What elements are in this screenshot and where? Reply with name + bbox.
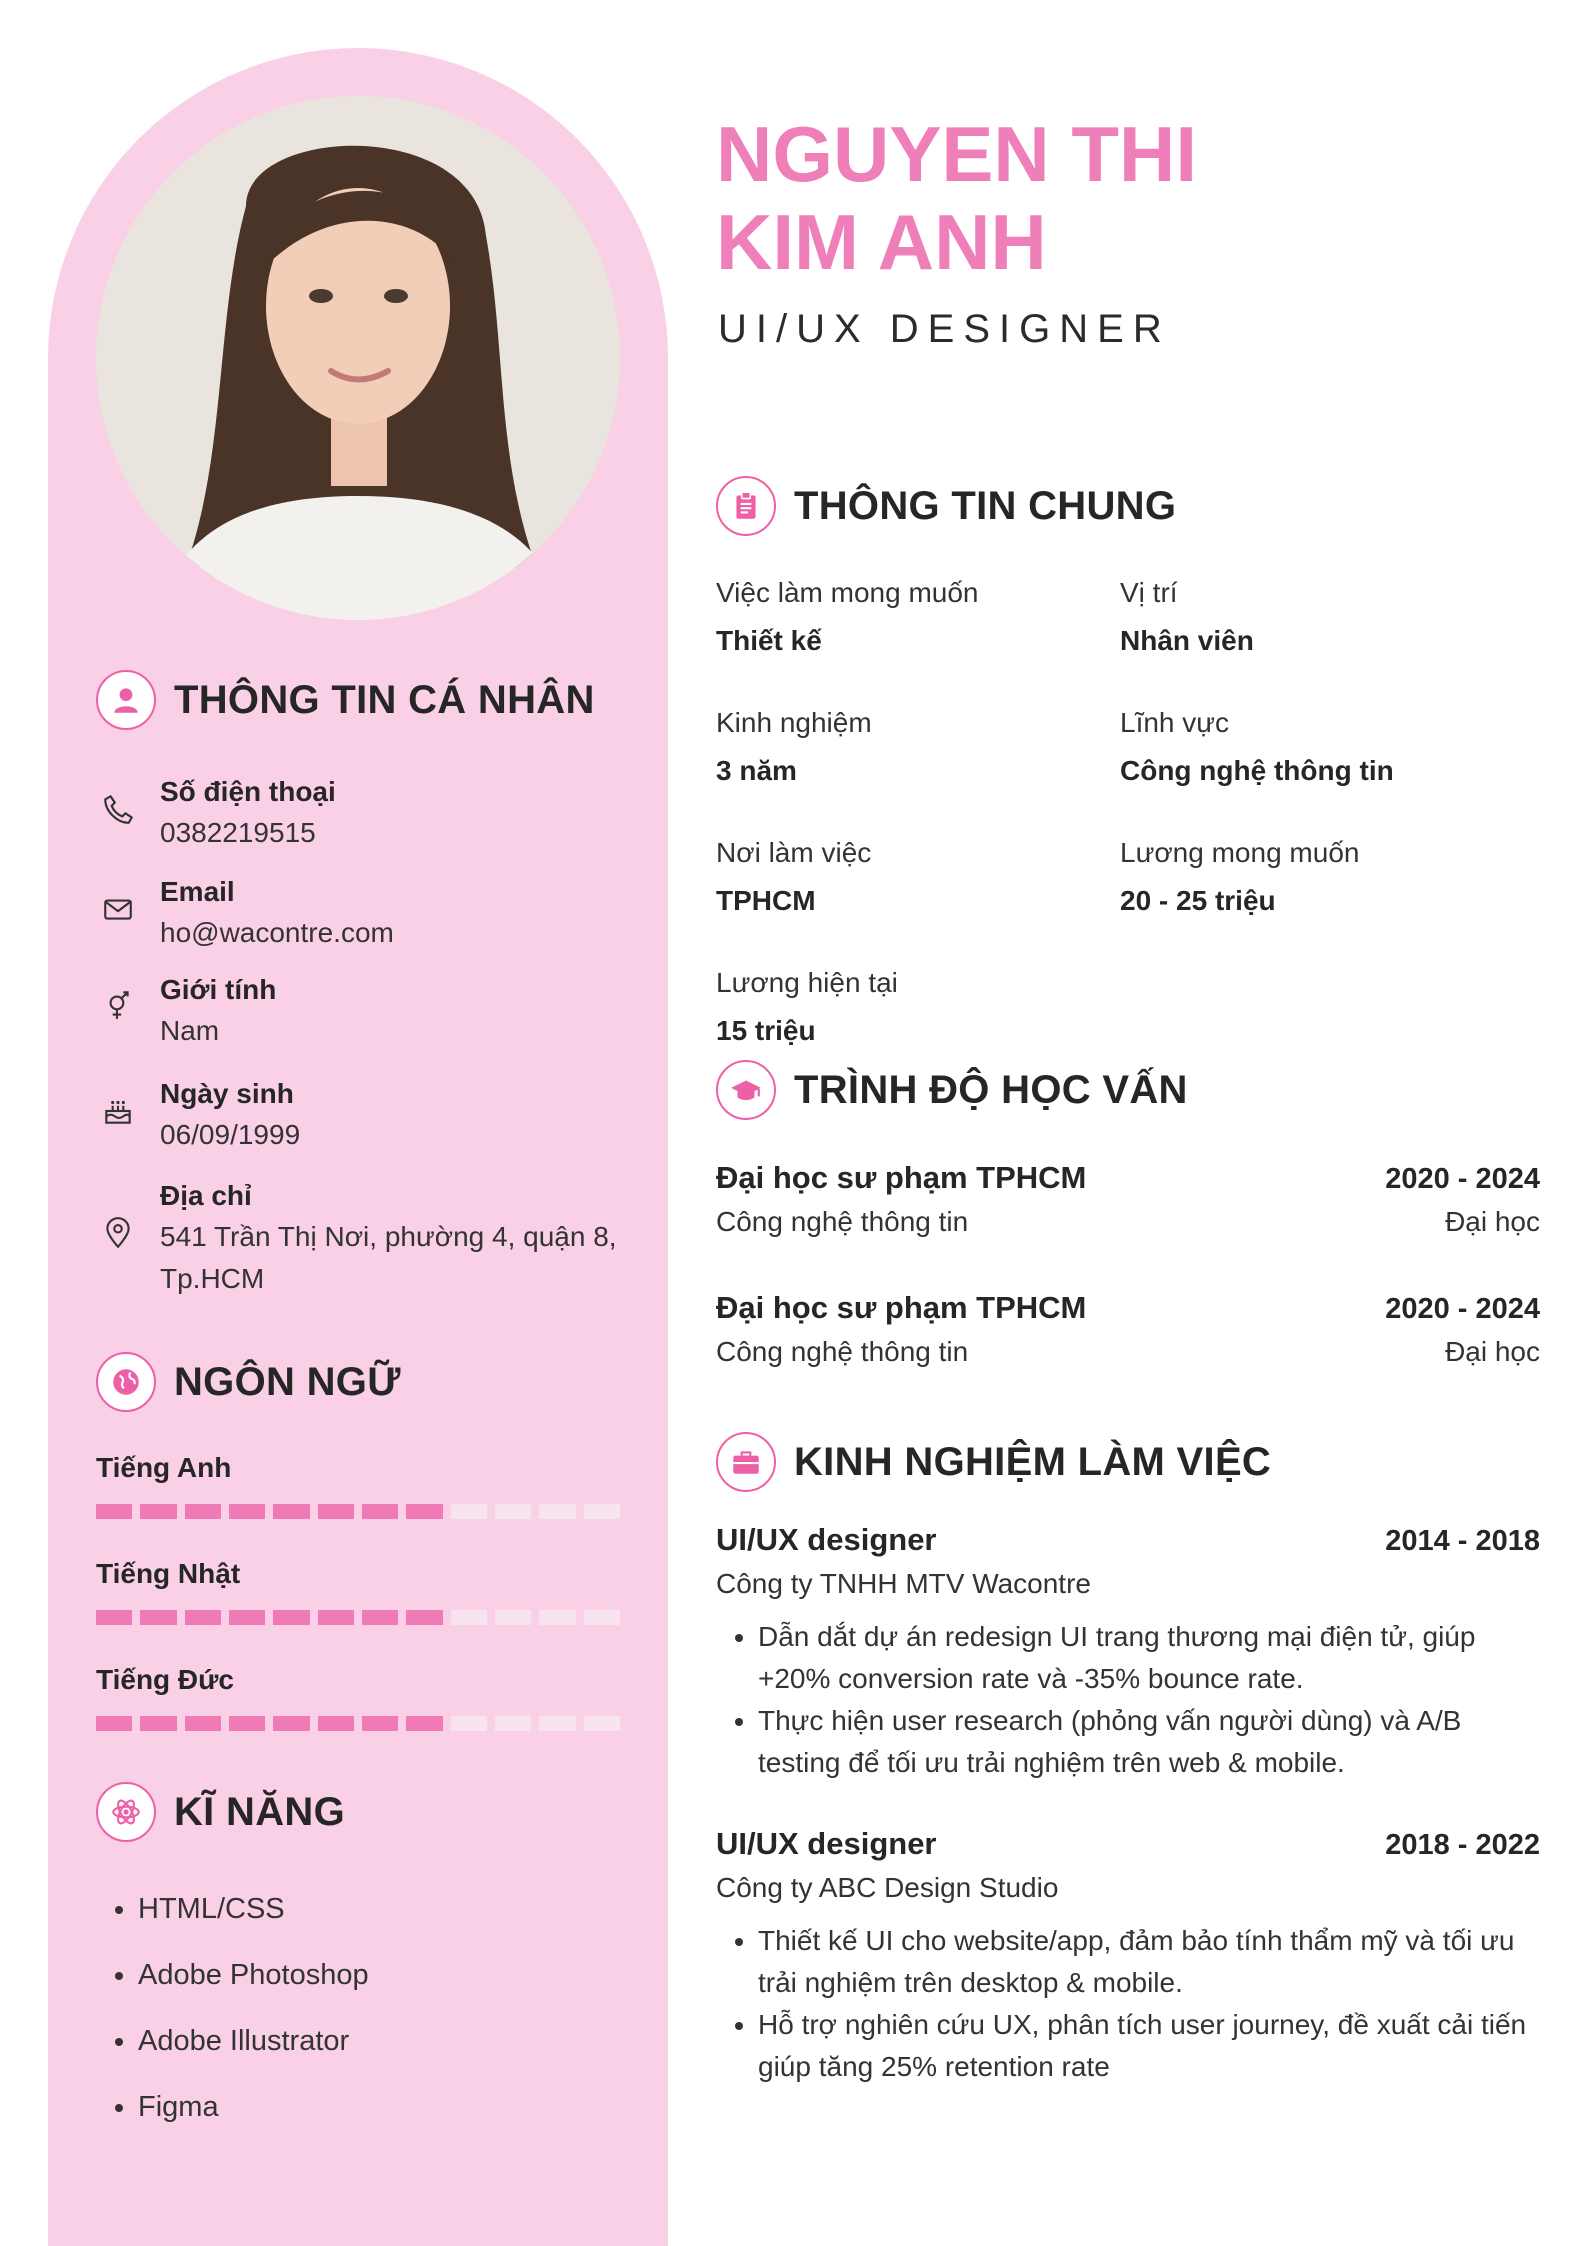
phone-value: 0382219515 [160, 817, 316, 848]
skill-item: • Adobe Illustrator [138, 2008, 369, 2074]
level-segment-filled [318, 1610, 354, 1625]
skills-section-header [96, 1782, 345, 1842]
general-info-grid [716, 570, 1536, 1056]
skill-item: • Adobe Photoshop [138, 1942, 369, 2008]
level-segment-filled [362, 1504, 398, 1519]
job-role: UI/UX designer [716, 1826, 937, 1861]
education-entry [716, 1160, 1540, 1238]
gender-label: Giới tính [160, 974, 277, 1005]
personal-section-title: THÔNG TIN CÁ NHÂN [174, 677, 595, 722]
birthday-value: 06/09/1999 [160, 1119, 301, 1150]
general-item [716, 570, 1120, 666]
candidate-name [716, 110, 1197, 286]
level-segment-filled [273, 1504, 309, 1519]
language-level-bar [96, 1610, 620, 1625]
job-bullet: • Thực hiện user research (phỏng vấn người dùng) và A/B testing để tối ưu trải nghiệm trên web & mobile. [758, 1700, 1540, 1784]
general-label: Nơi làm việc [716, 837, 872, 868]
experience-entry [716, 1522, 1540, 1784]
general-label: Kinh nghiệm [716, 707, 872, 738]
level-segment-filled [406, 1610, 442, 1625]
level-segment-filled [185, 1504, 221, 1519]
general-value: TPHCM [716, 885, 816, 916]
language-english [96, 1448, 620, 1519]
general-item [1120, 700, 1536, 796]
education-years: 2020 - 2024 [1385, 1163, 1540, 1195]
skill-item: • HTML/CSS [138, 1876, 369, 1942]
language-german [96, 1660, 620, 1731]
general-value: 15 triệu [716, 1015, 816, 1046]
level-segment-empty [451, 1716, 487, 1731]
general-value: 3 năm [716, 755, 797, 786]
education-degree: Đại học [1445, 1336, 1540, 1367]
level-segment-empty [584, 1610, 620, 1625]
job-bullets [716, 1920, 1540, 2088]
level-segment-empty [495, 1610, 531, 1625]
job-years: 2014 - 2018 [1385, 1525, 1540, 1557]
level-segment-empty [584, 1504, 620, 1519]
general-section-header [716, 476, 1176, 536]
email-value: ho@wacontre.com [160, 917, 394, 948]
birthday-label: Ngày sinh [160, 1078, 294, 1109]
experience-entry [716, 1826, 1540, 2088]
general-item [1120, 830, 1536, 926]
phone-icon [101, 792, 135, 854]
level-segment-filled [140, 1716, 176, 1731]
general-value: Công nghệ thông tin [1120, 755, 1394, 786]
level-segment-filled [318, 1716, 354, 1731]
profile-photo [96, 96, 620, 620]
contact-email [96, 872, 636, 954]
languages-section-title: NGÔN NGỮ [174, 1359, 401, 1404]
level-segment-empty [539, 1716, 575, 1731]
education-entry [716, 1290, 1540, 1368]
language-name: Tiếng Anh [96, 1452, 232, 1483]
cake-icon [101, 1094, 135, 1156]
job-bullet: • Dẫn dắt dự án redesign UI trang thương mại điện tử, giúp +20% conversion rate và -35% bounce rate. [758, 1616, 1540, 1700]
general-label: Việc làm mong muốn [716, 577, 979, 608]
general-item [716, 700, 1120, 796]
level-segment-empty [495, 1716, 531, 1731]
general-item [1120, 570, 1536, 666]
general-value: Nhân viên [1120, 625, 1254, 656]
gender-icon [101, 988, 135, 1052]
address-value: 541 Trần Thị Nơi, phường 4, quận 8, Tp.HCM [160, 1221, 617, 1294]
level-segment-filled [229, 1504, 265, 1519]
experience-section-header [716, 1432, 1271, 1492]
language-name: Tiếng Nhật [96, 1558, 241, 1589]
general-section-title: THÔNG TIN CHUNG [794, 483, 1177, 528]
contact-birthday [96, 1074, 636, 1156]
level-segment-filled [185, 1716, 221, 1731]
level-segment-filled [273, 1610, 309, 1625]
language-level-bar [96, 1504, 620, 1519]
level-segment-empty [451, 1504, 487, 1519]
level-segment-filled [229, 1610, 265, 1625]
address-label: Địa chỉ [160, 1180, 252, 1211]
level-segment-filled [406, 1504, 442, 1519]
level-segment-filled [362, 1716, 398, 1731]
experience-section-title: KINH NGHIỆM LÀM VIỆC [794, 1439, 1272, 1484]
level-segment-filled [318, 1504, 354, 1519]
clipboard-icon [716, 476, 776, 536]
phone-label: Số điện thoại [160, 776, 336, 807]
education-degree: Đại học [1445, 1206, 1540, 1237]
contact-gender [96, 970, 636, 1052]
level-segment-empty [539, 1504, 575, 1519]
email-label: Email [160, 876, 235, 907]
education-major: Công nghệ thông tin [716, 1336, 969, 1367]
job-title: UI/UX DESIGNER [718, 307, 1171, 351]
level-segment-filled [96, 1716, 132, 1731]
job-company: Công ty ABC Design Studio [716, 1872, 1059, 1903]
personal-section-header [96, 670, 595, 730]
education-major: Công nghệ thông tin [716, 1206, 969, 1237]
languages-section-header [96, 1352, 401, 1412]
job-bullet: • Hỗ trợ nghiên cứu UX, phân tích user journey, đề xuất cải tiến giúp tăng 25% retention rate [758, 2004, 1540, 2088]
level-segment-filled [140, 1610, 176, 1625]
education-years: 2020 - 2024 [1385, 1293, 1540, 1325]
name-line-2: KIM ANH [716, 198, 1047, 286]
level-segment-empty [451, 1610, 487, 1625]
graduation-cap-icon [716, 1060, 776, 1120]
level-segment-filled [185, 1610, 221, 1625]
level-segment-filled [273, 1716, 309, 1731]
contact-phone [96, 772, 636, 854]
language-level-bar [96, 1716, 620, 1731]
level-segment-filled [140, 1504, 176, 1519]
gender-value: Nam [160, 1015, 220, 1046]
level-segment-filled [96, 1504, 132, 1519]
mail-icon [101, 892, 135, 954]
general-value: Thiết kế [716, 625, 822, 656]
general-label: Lương mong muốn [1120, 837, 1360, 868]
user-icon [96, 670, 156, 730]
job-role: UI/UX designer [716, 1522, 937, 1557]
job-bullets [716, 1616, 1540, 1784]
general-item [716, 960, 1120, 1056]
skills-list [110, 1876, 369, 2140]
school-name: Đại học sư phạm TPHCM [716, 1290, 1087, 1325]
contact-address [96, 1176, 636, 1300]
education-section-title: TRÌNH ĐỘ HỌC VẤN [794, 1067, 1188, 1112]
general-value: 20 - 25 triệu [1120, 885, 1276, 916]
skill-item: • Figma [138, 2074, 369, 2140]
general-label: Lương hiện tại [716, 967, 898, 998]
level-segment-empty [495, 1504, 531, 1519]
atom-icon [96, 1782, 156, 1842]
general-label: Lĩnh vực [1120, 707, 1230, 738]
skills-section-title: KĨ NĂNG [174, 1789, 345, 1834]
general-label: Vị trí [1120, 577, 1178, 608]
level-segment-filled [406, 1716, 442, 1731]
level-segment-filled [362, 1610, 398, 1625]
globe-icon [96, 1352, 156, 1412]
name-line-1: NGUYEN THI [716, 110, 1198, 198]
briefcase-icon [716, 1432, 776, 1492]
level-segment-empty [539, 1610, 575, 1625]
level-segment-empty [584, 1716, 620, 1731]
language-name: Tiếng Đức [96, 1664, 235, 1695]
level-segment-filled [96, 1610, 132, 1625]
education-section-header [716, 1060, 1188, 1120]
general-item [716, 830, 1120, 926]
school-name: Đại học sư phạm TPHCM [716, 1160, 1087, 1195]
job-bullet: • Thiết kế UI cho website/app, đảm bảo tính thẩm mỹ và tối ưu trải nghiệm trên desktop & mobile. [758, 1920, 1540, 2004]
job-company: Công ty TNHH MTV Wacontre [716, 1568, 1091, 1599]
location-pin-icon [101, 1216, 135, 1300]
language-japanese [96, 1554, 620, 1625]
job-years: 2018 - 2022 [1385, 1829, 1540, 1861]
level-segment-filled [229, 1716, 265, 1731]
